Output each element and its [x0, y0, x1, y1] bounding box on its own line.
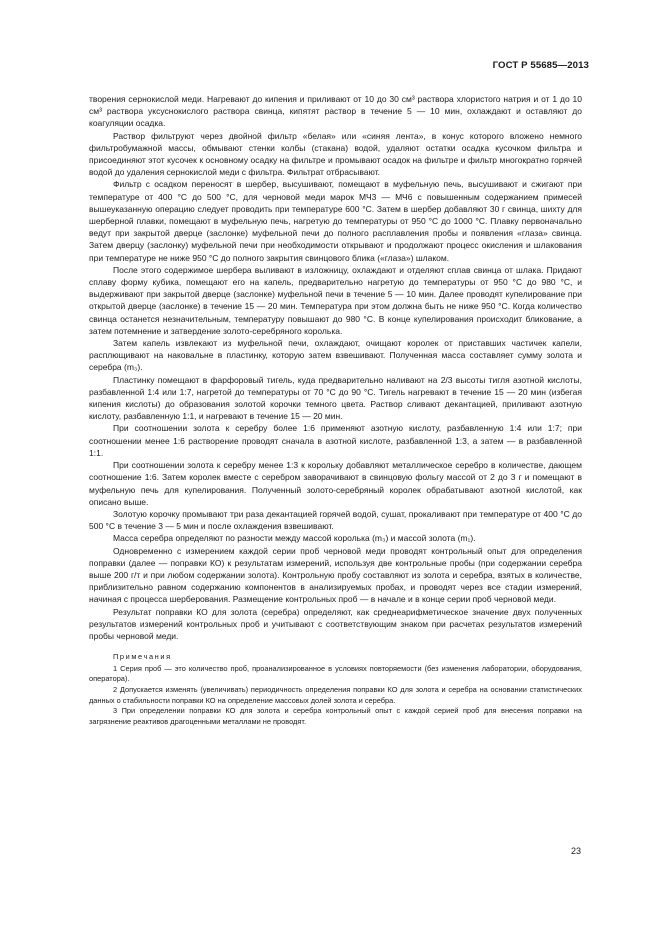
notes-title: Примечания [113, 652, 172, 662]
paragraph: При соотношении золота к серебру более 1:6 применяют азотную кислоту, разбавленную 1:4 или 1:7; при соотношении менее 1:6 растворение проводят сначала в азотной кислоте, разбавленной 1:3, а затем — в разбавленной 1:1. [89, 423, 582, 458]
paragraph: Затем капель извлекают из муфельной печи, охлаждают, очищают королек от приставших частичек капели, расплющивают на наковальне в пластинку, которую затем взвешивают. Полученная масса составляет сумму золота и серебра (m₃). [89, 338, 582, 373]
paragraph: Результат поправки КО для золота (серебра) определяют, как среднеарифметическое значение двух полученных результатов измерений контрольных проб и учитывают с соответствующим знаком при расчетах результатов измерений пробы черновой меди. [89, 606, 582, 641]
paragraph: Одновременно с измерением каждой серии проб черновой меди проводят контрольный опыт для определения поправки (далее — поправки КО) к результатам измерений, используя две контрольные пробы (при содержании серебра выше 200 г/т и при любом содержании золота). Контрольную пробу составляют из золота и серебра, взятых в количестве, приблизительно равном содержанию компонентов в анализируемых пробах, и проводят через все стадии измерений, начиная с процесса шерберования. Размещение контрольных проб — в начале и в конце серии проб черновой меди. [89, 545, 582, 605]
paragraph: При соотношении золота к серебру менее 1:3 к корольку добавляют металлическое серебро в количестве, дающем соотношение 1:6. Затем королек вместе с серебром заворачивают в свинцовую фольгу массой от 2 до 3 г и помещают в муфельную печь для купелирования. Полученный золото-серебряный королек обрабатывают азотной кислотой, как описано выше. [89, 460, 582, 507]
note-item: 3 При определении поправки КО для золота и серебра контрольный опыт с каждой серией проб для внесения поправки на загрязнение реактивов драгоценными металлами не проводят. [89, 706, 582, 726]
page-number: 23 [570, 846, 581, 856]
paragraph: творения сернокислой меди. Нагревают до кипения и приливают от 10 до 30 см³ раствора хлористого натрия и от 1 до 10 см³ раствора уксуснокислого раствора свинца, кипятят раствор в течение 5 — 10 мин, охлаждают и оставляют до коагуляции осадка. [89, 94, 582, 129]
body-text [89, 93, 582, 727]
note-item: 2 Допускается изменять (увеличивать) периодичность определения поправки КО для золота и серебра на основании статистических данных о стабильности поправки КО на определение массовых долей золота и серебра. [89, 684, 582, 705]
paragraph: После этого содержимое шербера выливают в изложницу, охлаждают и отделяют сплав свинца от шлака. Придают сплаву форму кубика, помещают его на капель, предварительно нагретую до температуры от 950 °С до 980 °С, и выдерживают при закрытой дверце (заслонке) муфельной печи в течение 5 — 10 мин. Далее проводят купелирование при открытой дверце (заслонке) в течение 15 — 20 мин. Температура при этом должна быть не ниже 950 °С. Когда количество свинца останется незначительным, температуру повышают до 980 °С. В конце купелирования происходит бликование, а затем потемнение и затвердение золото-серебряного королька. [89, 264, 582, 336]
paragraph: Масса серебра определяют по разности между массой королька (m₃) и массой золота (m₁). [113, 533, 476, 544]
paragraph: Фильтр с осадком переносят в шербер, высушивают, помещают в муфельную печь, высушивают и сжигают при температуре от 400 °С до 500 °С, для черновой меди марок МЧ3 — МЧ6 с повышенным содержанием примесей вышеуказанную операцию следует проводить при температуре 600 °С. Затем в шербер добавляют 30 г свинца, шихту для шерберной плавки, помещают в муфельную печь, нагретую до температуры от 950 °С до 1000 °С. Плавку первоначально ведут при закрытой дверце (заслонке) муфельной печи до полного расплавления пробы и появления «глаза» свинца. Затем дверцу (заслонку) муфельной печи при необходимости открывают и продолжают процесс окисления и шлакования при температуре не ниже 950 °С до полного закрытия свинцового блика («глаза») шлаком. [89, 179, 582, 263]
paragraph: Золотую корочку промывают три раза декантацией горячей водой, сушат, прокаливают при температуре от 400 °С до 500 °С в течение 3 — 5 мин и после охлаждения взвешивают. [89, 508, 582, 532]
document-header: ГОСТ Р 55685—2013 [492, 60, 589, 71]
notes-section [89, 652, 582, 727]
paragraph: Раствор фильтруют через двойной фильтр «белая» или «синяя лента», в конус которого вложено немного фильтробумажной массы, обмывают стенки колбы (стакана) водой, удаляют остатки осадка кусочком фильтра и присоединяют этот кусочек к основному осадку на фильтре и промывают осадок на фильтре и фильтр многократно горячей водой до удаления сернокислой меди с фильтра. Фильтрат отбрасывают. [89, 130, 582, 178]
paragraph: Пластинку помещают в фарфоровый тигель, куда предварительно наливают на 2/3 высоты тигля азотной кислоты, разбавленной 1:4 или 1:7, нагретой до температуры от 70 °С до 90 °С. Тигель нагревают в течение 15 — 20 мин (избегая кипения кислоты) до образования золотой корочки темного цвета. Раствор сливают декантацией, приливают азотную кислоту, разбавленную 1:1, и нагревают в течение 15 — 20 мин. [89, 374, 582, 422]
note-item: 1 Серия проб — это количество проб, проанализированное в условиях повторяемости (без изменения лаборатории, оборудования, оператора). [89, 663, 582, 684]
